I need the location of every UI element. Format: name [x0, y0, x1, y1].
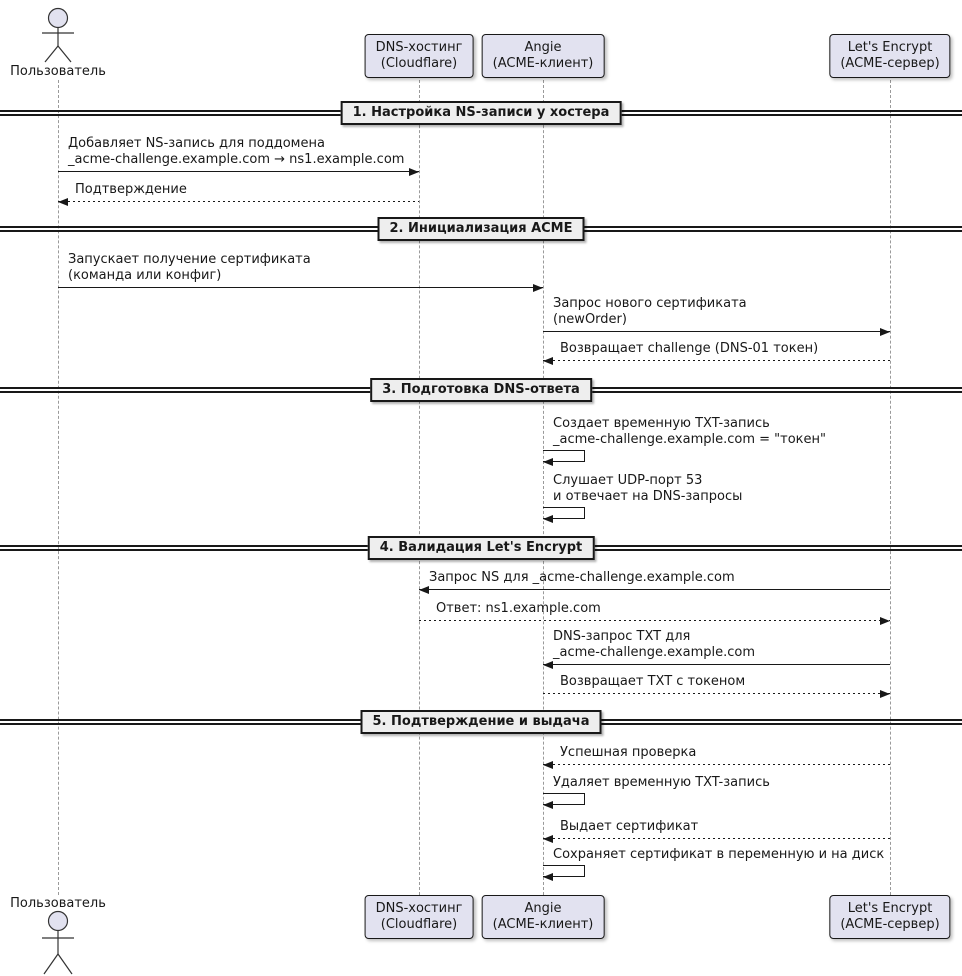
message-line: [543, 838, 890, 839]
participant-box-bottom: Angie (ACME-клиент): [482, 895, 605, 939]
arrowhead-right-icon: [409, 168, 419, 176]
message-line: [543, 664, 890, 665]
divider-box: 1. Настройка NS-записи у хостера: [341, 101, 622, 125]
divider-box: 5. Подтверждение и выдача: [361, 710, 602, 734]
message-label: Запрос нового сертификата (newOrder): [553, 296, 747, 327]
message-line: [543, 693, 890, 694]
actor-label-top: Пользователь: [10, 64, 106, 79]
message-line: [419, 589, 890, 590]
divider-box: 3. Подготовка DNS-ответа: [370, 378, 592, 402]
arrowhead-right-icon: [533, 284, 543, 292]
arrowhead-left-icon: [58, 198, 68, 206]
participant-box-top: Angie (ACME-клиент): [482, 34, 605, 78]
arrowhead-right-icon: [880, 617, 890, 625]
message-label: Запрос NS для _acme-challenge.example.com: [429, 570, 735, 585]
self-message-label: Слушает UDP-порт 53 и отвечает на DNS-запросы: [553, 473, 743, 504]
arrowhead-left-icon: [543, 761, 553, 769]
message-line: [543, 360, 890, 361]
self-message-label: Сохраняет сертификат в переменную и на диск: [553, 847, 885, 862]
message-label: Выдает сертификат: [560, 819, 699, 834]
lifeline: [419, 80, 420, 895]
divider-box: 2. Инициализация ACME: [378, 217, 585, 241]
message-label: Добавляет NS-запись для поддомена _acme-challenge.example.com → ns1.example.com: [68, 136, 405, 167]
arrowhead-left-icon: [543, 458, 553, 466]
arrowhead-left-icon: [543, 873, 553, 881]
actor-label-bottom: Пользователь: [10, 896, 106, 911]
user-actor-icon: [38, 6, 78, 64]
message-label: Подтверждение: [75, 182, 187, 197]
arrowhead-left-icon: [543, 515, 553, 523]
participant-box-bottom: Let's Encrypt (ACME-сервер): [829, 895, 950, 939]
arrowhead-left-icon: [543, 835, 553, 843]
message-label: Запускает получение сертификата (команда или конфиг): [68, 252, 311, 283]
message-label: DNS-запрос TXT для _acme-challenge.example.com: [553, 629, 756, 660]
message-label: Успешная проверка: [560, 745, 697, 760]
self-message-label: Удаляет временную TXT-запись: [553, 775, 770, 790]
arrowhead-left-icon: [543, 357, 553, 365]
message-line: [419, 620, 890, 621]
participant-box-top: Let's Encrypt (ACME-сервер): [829, 34, 950, 78]
message-line: [58, 171, 419, 172]
message-line: [543, 331, 890, 332]
participant-box-top: DNS-хостинг (Cloudflare): [365, 34, 474, 78]
message-label: Ответ: ns1.example.com: [436, 601, 601, 616]
arrowhead-left-icon: [543, 801, 553, 809]
arrowhead-right-icon: [880, 328, 890, 336]
message-line: [543, 764, 890, 765]
user-actor-icon: [38, 910, 78, 976]
divider-box: 4. Валидация Let's Encrypt: [368, 536, 595, 560]
arrowhead-left-icon: [419, 586, 429, 594]
message-label: Возвращает challenge (DNS-01 токен): [560, 341, 819, 356]
lifeline: [543, 80, 544, 895]
lifeline: [890, 80, 891, 895]
arrowhead-right-icon: [880, 690, 890, 698]
self-message-label: Создает временную TXT-запись _acme-challenge.example.com = "токен": [553, 416, 827, 447]
arrowhead-left-icon: [543, 661, 553, 669]
participant-box-bottom: DNS-хостинг (Cloudflare): [365, 895, 474, 939]
message-line: [58, 201, 419, 202]
message-label: Возвращает TXT с токеном: [560, 674, 746, 689]
message-line: [58, 287, 543, 288]
